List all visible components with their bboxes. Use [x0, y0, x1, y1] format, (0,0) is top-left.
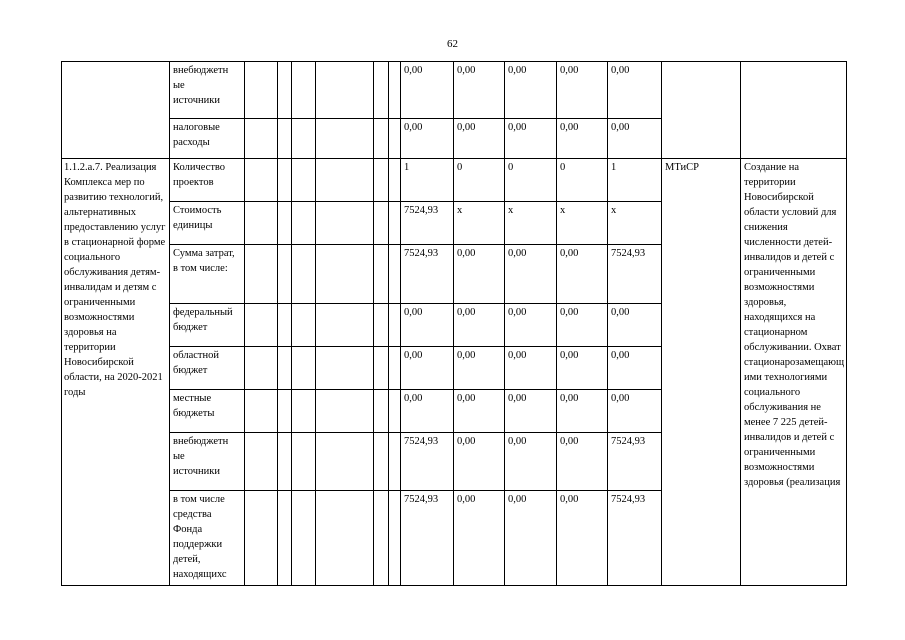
value-cell: 0,00: [608, 390, 662, 433]
blank-cell: [316, 62, 374, 119]
prev-result-cell: [741, 62, 847, 159]
blank-cell: [374, 119, 389, 159]
value-cell: 7524,93: [608, 491, 662, 586]
blank-cell: [316, 245, 374, 304]
blank-cell: [389, 347, 401, 390]
blank-cell: [245, 159, 278, 202]
value-cell: 0,00: [454, 433, 505, 491]
blank-cell: [316, 202, 374, 245]
value-cell: 7524,93: [401, 202, 454, 245]
table-row: [62, 159, 847, 202]
value-cell: 0,00: [454, 491, 505, 586]
blank-cell: [316, 390, 374, 433]
source-cell: Количество проектов: [170, 159, 245, 202]
value-cell: x: [557, 202, 608, 245]
blank-cell: [316, 119, 374, 159]
source-cell: Сумма затрат, в том числе:: [170, 245, 245, 304]
value-cell: 0,00: [401, 62, 454, 119]
blank-cell: [389, 304, 401, 347]
blank-cell: [389, 202, 401, 245]
source-cell: федеральный бюджет: [170, 304, 245, 347]
value-cell: 0,00: [454, 390, 505, 433]
value-cell: 0,00: [505, 347, 557, 390]
blank-cell: [292, 202, 316, 245]
page-number: 62: [447, 38, 458, 50]
blank-cell: [245, 304, 278, 347]
value-cell: 0,00: [401, 347, 454, 390]
value-cell: x: [505, 202, 557, 245]
value-cell: 0,00: [557, 62, 608, 119]
blank-cell: [292, 433, 316, 491]
blank-cell: [316, 159, 374, 202]
measure-title-cell: 1.1.2.а.7. Реализация Комплекса мер по развитию технологий, альтернативных предоставлению услуг в стационарной форме социального обслуживания детям-инвалидам и детям с ограниченными возможностями здоровья на территории Новосибирской области, на 2020-2021 годы: [62, 159, 170, 586]
value-cell: x: [608, 202, 662, 245]
value-cell: 0,00: [557, 491, 608, 586]
source-cell: областной бюджет: [170, 347, 245, 390]
blank-cell: [292, 347, 316, 390]
executor-cell: МТиСР: [662, 159, 741, 586]
value-cell: x: [454, 202, 505, 245]
value-cell: 0,00: [505, 245, 557, 304]
value-cell: 0,00: [454, 245, 505, 304]
blank-cell: [292, 491, 316, 586]
blank-cell: [245, 202, 278, 245]
value-cell: 0,00: [608, 62, 662, 119]
blank-cell: [374, 245, 389, 304]
blank-cell: [389, 491, 401, 586]
blank-cell: [245, 433, 278, 491]
blank-cell: [389, 159, 401, 202]
source-cell: внебюджетн ые источники: [170, 62, 245, 119]
blank-cell: [389, 62, 401, 119]
blank-cell: [292, 159, 316, 202]
blank-cell: [245, 491, 278, 586]
blank-cell: [278, 304, 292, 347]
blank-cell: [278, 433, 292, 491]
blank-cell: [374, 390, 389, 433]
blank-cell: [374, 491, 389, 586]
blank-cell: [316, 433, 374, 491]
value-cell: 0,00: [505, 433, 557, 491]
blank-cell: [292, 119, 316, 159]
value-cell: 0,00: [557, 347, 608, 390]
value-cell: 0,00: [505, 390, 557, 433]
blank-cell: [374, 304, 389, 347]
blank-cell: [245, 390, 278, 433]
value-cell: 0,00: [608, 347, 662, 390]
blank-cell: [389, 119, 401, 159]
value-cell: 0,00: [505, 304, 557, 347]
value-cell: 0,00: [454, 62, 505, 119]
value-cell: 0,00: [505, 491, 557, 586]
blank-cell: [278, 159, 292, 202]
source-cell: Стоимость единицы: [170, 202, 245, 245]
value-cell: 0,00: [401, 119, 454, 159]
budget-table: [61, 61, 847, 586]
value-cell: 0: [454, 159, 505, 202]
source-cell: налоговые расходы: [170, 119, 245, 159]
blank-cell: [278, 119, 292, 159]
blank-cell: [292, 62, 316, 119]
blank-cell: [245, 347, 278, 390]
value-cell: 0,00: [557, 245, 608, 304]
blank-cell: [245, 62, 278, 119]
value-cell: 7524,93: [608, 245, 662, 304]
value-cell: 0,00: [505, 62, 557, 119]
value-cell: 1: [608, 159, 662, 202]
blank-cell: [278, 202, 292, 245]
value-cell: 0: [557, 159, 608, 202]
blank-cell: [374, 347, 389, 390]
prev-measure-cell: [62, 62, 170, 159]
blank-cell: [374, 433, 389, 491]
value-cell: 0: [505, 159, 557, 202]
value-cell: 0,00: [454, 347, 505, 390]
blank-cell: [374, 159, 389, 202]
value-cell: 7524,93: [401, 491, 454, 586]
table-row: [62, 62, 847, 119]
blank-cell: [292, 304, 316, 347]
blank-cell: [389, 245, 401, 304]
blank-cell: [278, 62, 292, 119]
value-cell: 7524,93: [401, 433, 454, 491]
blank-cell: [245, 245, 278, 304]
source-cell: местные бюджеты: [170, 390, 245, 433]
source-cell: в том числе средства Фонда поддержки детей, находящихс: [170, 491, 245, 586]
blank-cell: [292, 245, 316, 304]
value-cell: 0,00: [557, 433, 608, 491]
value-cell: 1: [401, 159, 454, 202]
blank-cell: [278, 245, 292, 304]
value-cell: 7524,93: [401, 245, 454, 304]
value-cell: 0,00: [505, 119, 557, 159]
blank-cell: [316, 304, 374, 347]
value-cell: 0,00: [557, 119, 608, 159]
prev-executor-cell: [662, 62, 741, 159]
blank-cell: [278, 390, 292, 433]
value-cell: 0,00: [608, 119, 662, 159]
blank-cell: [374, 202, 389, 245]
value-cell: 0,00: [557, 390, 608, 433]
blank-cell: [292, 390, 316, 433]
value-cell: 0,00: [557, 304, 608, 347]
value-cell: 0,00: [401, 390, 454, 433]
blank-cell: [278, 491, 292, 586]
source-cell: внебюджетн ые источники: [170, 433, 245, 491]
value-cell: 0,00: [401, 304, 454, 347]
blank-cell: [374, 62, 389, 119]
blank-cell: [245, 119, 278, 159]
value-cell: 7524,93: [608, 433, 662, 491]
blank-cell: [278, 347, 292, 390]
blank-cell: [389, 390, 401, 433]
blank-cell: [389, 433, 401, 491]
value-cell: 0,00: [454, 119, 505, 159]
value-cell: 0,00: [608, 304, 662, 347]
result-cell: Создание на территории Новосибирской области условий для снижения численности детей-инвалидов и детей с ограниченными возможностями здоровья, находящихся на стационарном обслуживании. Охват стационарозамещающими технологиями социального обслуживания не менее 7 225 детей-инвалидов и детей с ограниченными возможностями здоровья (реализация: [741, 159, 847, 586]
value-cell: 0,00: [454, 304, 505, 347]
blank-cell: [316, 347, 374, 390]
blank-cell: [316, 491, 374, 586]
